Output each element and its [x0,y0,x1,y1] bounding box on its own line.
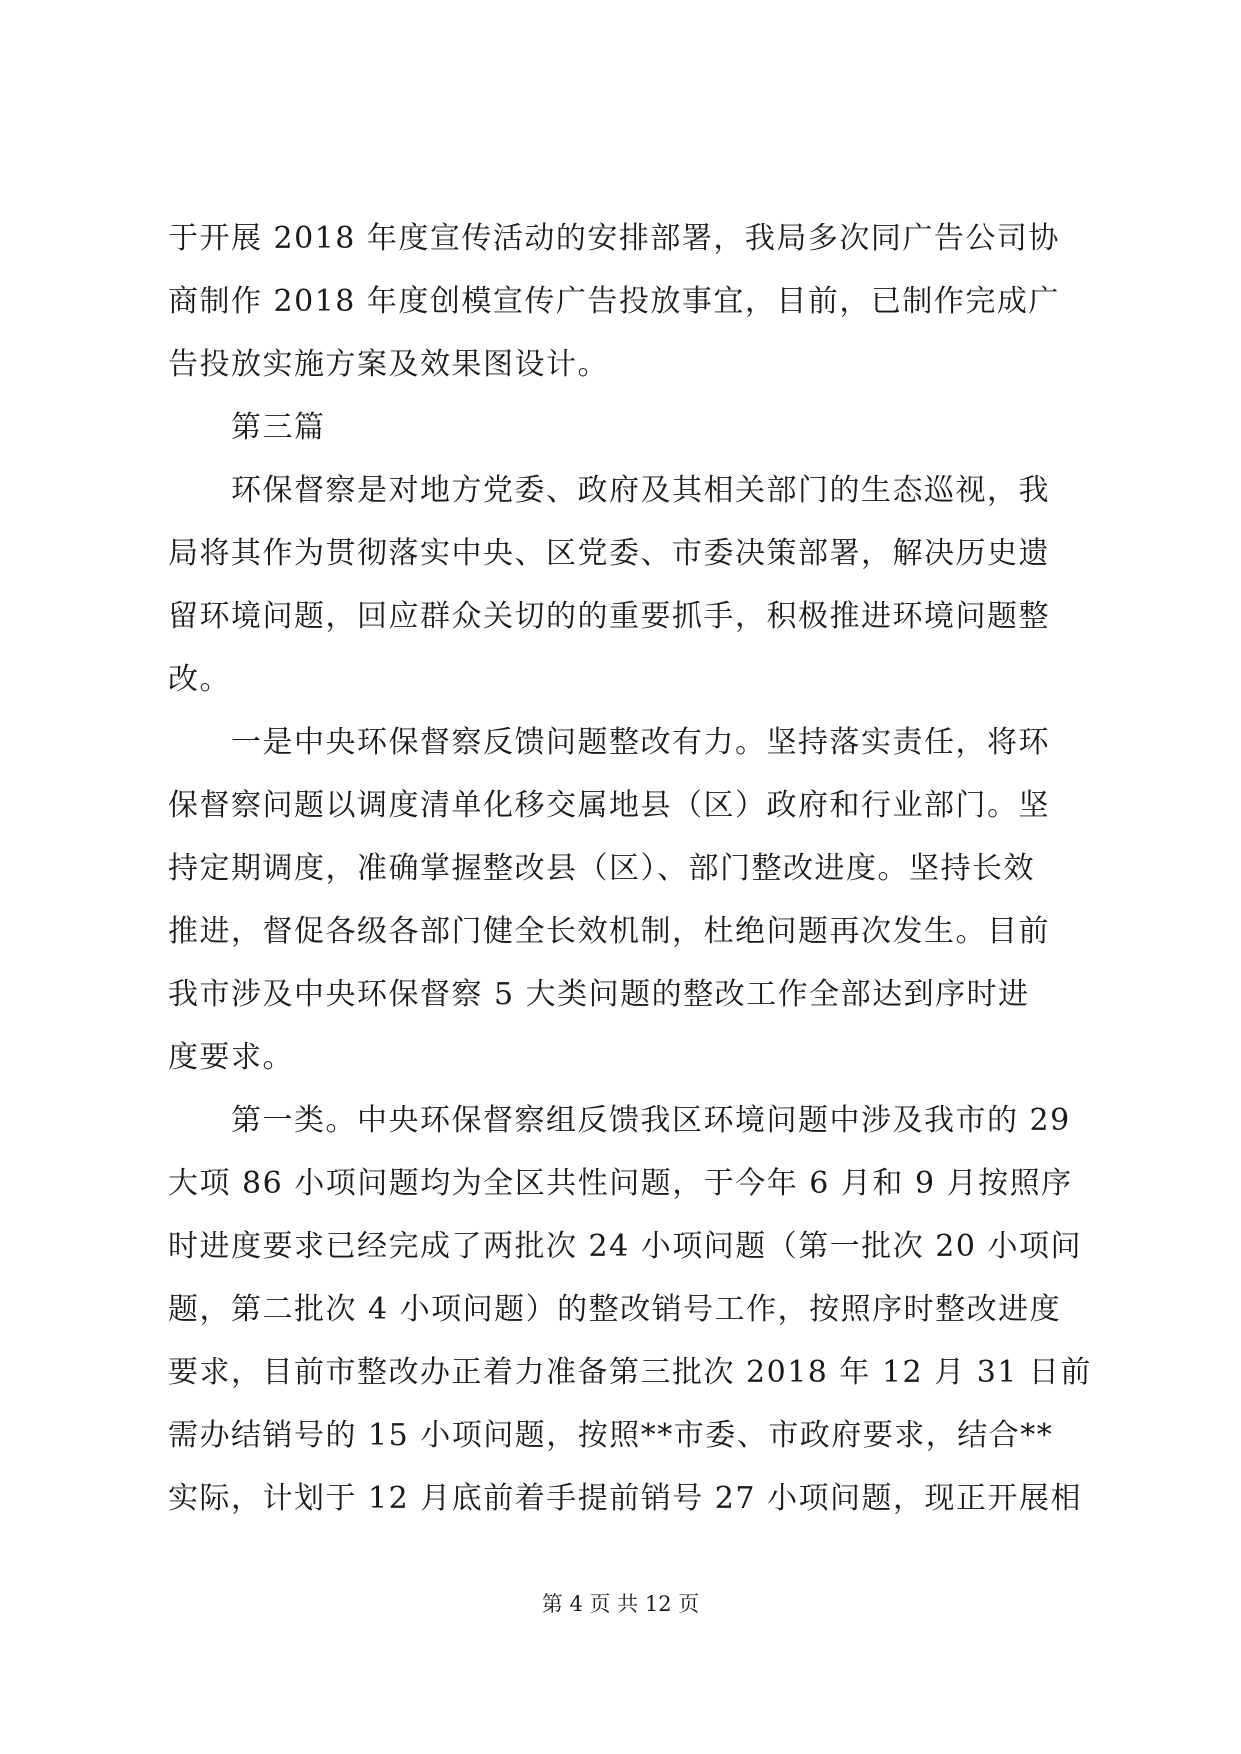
text-line: 于开展 2018 年度宣传活动的安排部署，我局多次同广告公司协 [168,221,1060,256]
text-line: 改。 [168,662,231,697]
text-line: 实际，计划于 12 月底前着手提前销号 27 小项问题，现正开展相 [168,1481,1082,1516]
section-heading: 第三篇 [168,410,326,445]
page-number-footer: 第 4 页 共 12 页 [541,1592,700,1616]
text-line: 环保督察是对地方党委、政府及其相关部门的生态巡视，我 [168,473,1050,508]
text-line: 留环境问题，回应群众关切的的重要抓手，积极推进环境问题整 [168,599,1050,634]
text-line: 商制作 2018 年度创模宣传广告投放事宜，目前，已制作完成广 [168,284,1060,319]
text-line: 度要求。 [168,1040,294,1075]
text-line: 题，第二批次 4 小项问题）的整改销号工作，按照序时整改进度 [168,1292,1062,1327]
text-line: 一是中央环保督察反馈问题整改有力。坚持落实责任，将环 [168,725,1050,760]
text-line: 局将其作为贯彻落实中央、区党委、市委决策部署，解决历史遗 [168,536,1050,571]
text-line: 我市涉及中央环保督察 5 大类问题的整改工作全部达到序时进 [168,977,1030,1012]
text-line: 大项 86 小项问题均为全区共性问题，于今年 6 月和 9 月按照序 [168,1166,1073,1201]
text-line: 持定期调度，准确掌握整改县（区）、部门整改进度。坚持长效 [168,851,1035,886]
text-line: 保督察问题以调度清单化移交属地县（区）政府和行业部门。坚 [168,788,1050,823]
text-line: 需办结销号的 15 小项问题，按照**市委、市政府要求，结合** [168,1418,1054,1453]
text-line: 第一类。中央环保督察组反馈我区环境问题中涉及我市的 29 [168,1103,1071,1138]
text-line: 告投放实施方案及效果图设计。 [168,347,609,382]
text-line: 时进度要求已经完成了两批次 24 小项问题（第一批次 20 小项问 [168,1229,1082,1264]
text-line: 要求，目前市整改办正着力准备第三批次 2018 年 12 月 31 日前 [168,1355,1092,1390]
text-line: 推进，督促各级各部门健全长效机制，杜绝问题再次发生。目前 [168,914,1050,949]
body-text [168,207,1092,1530]
